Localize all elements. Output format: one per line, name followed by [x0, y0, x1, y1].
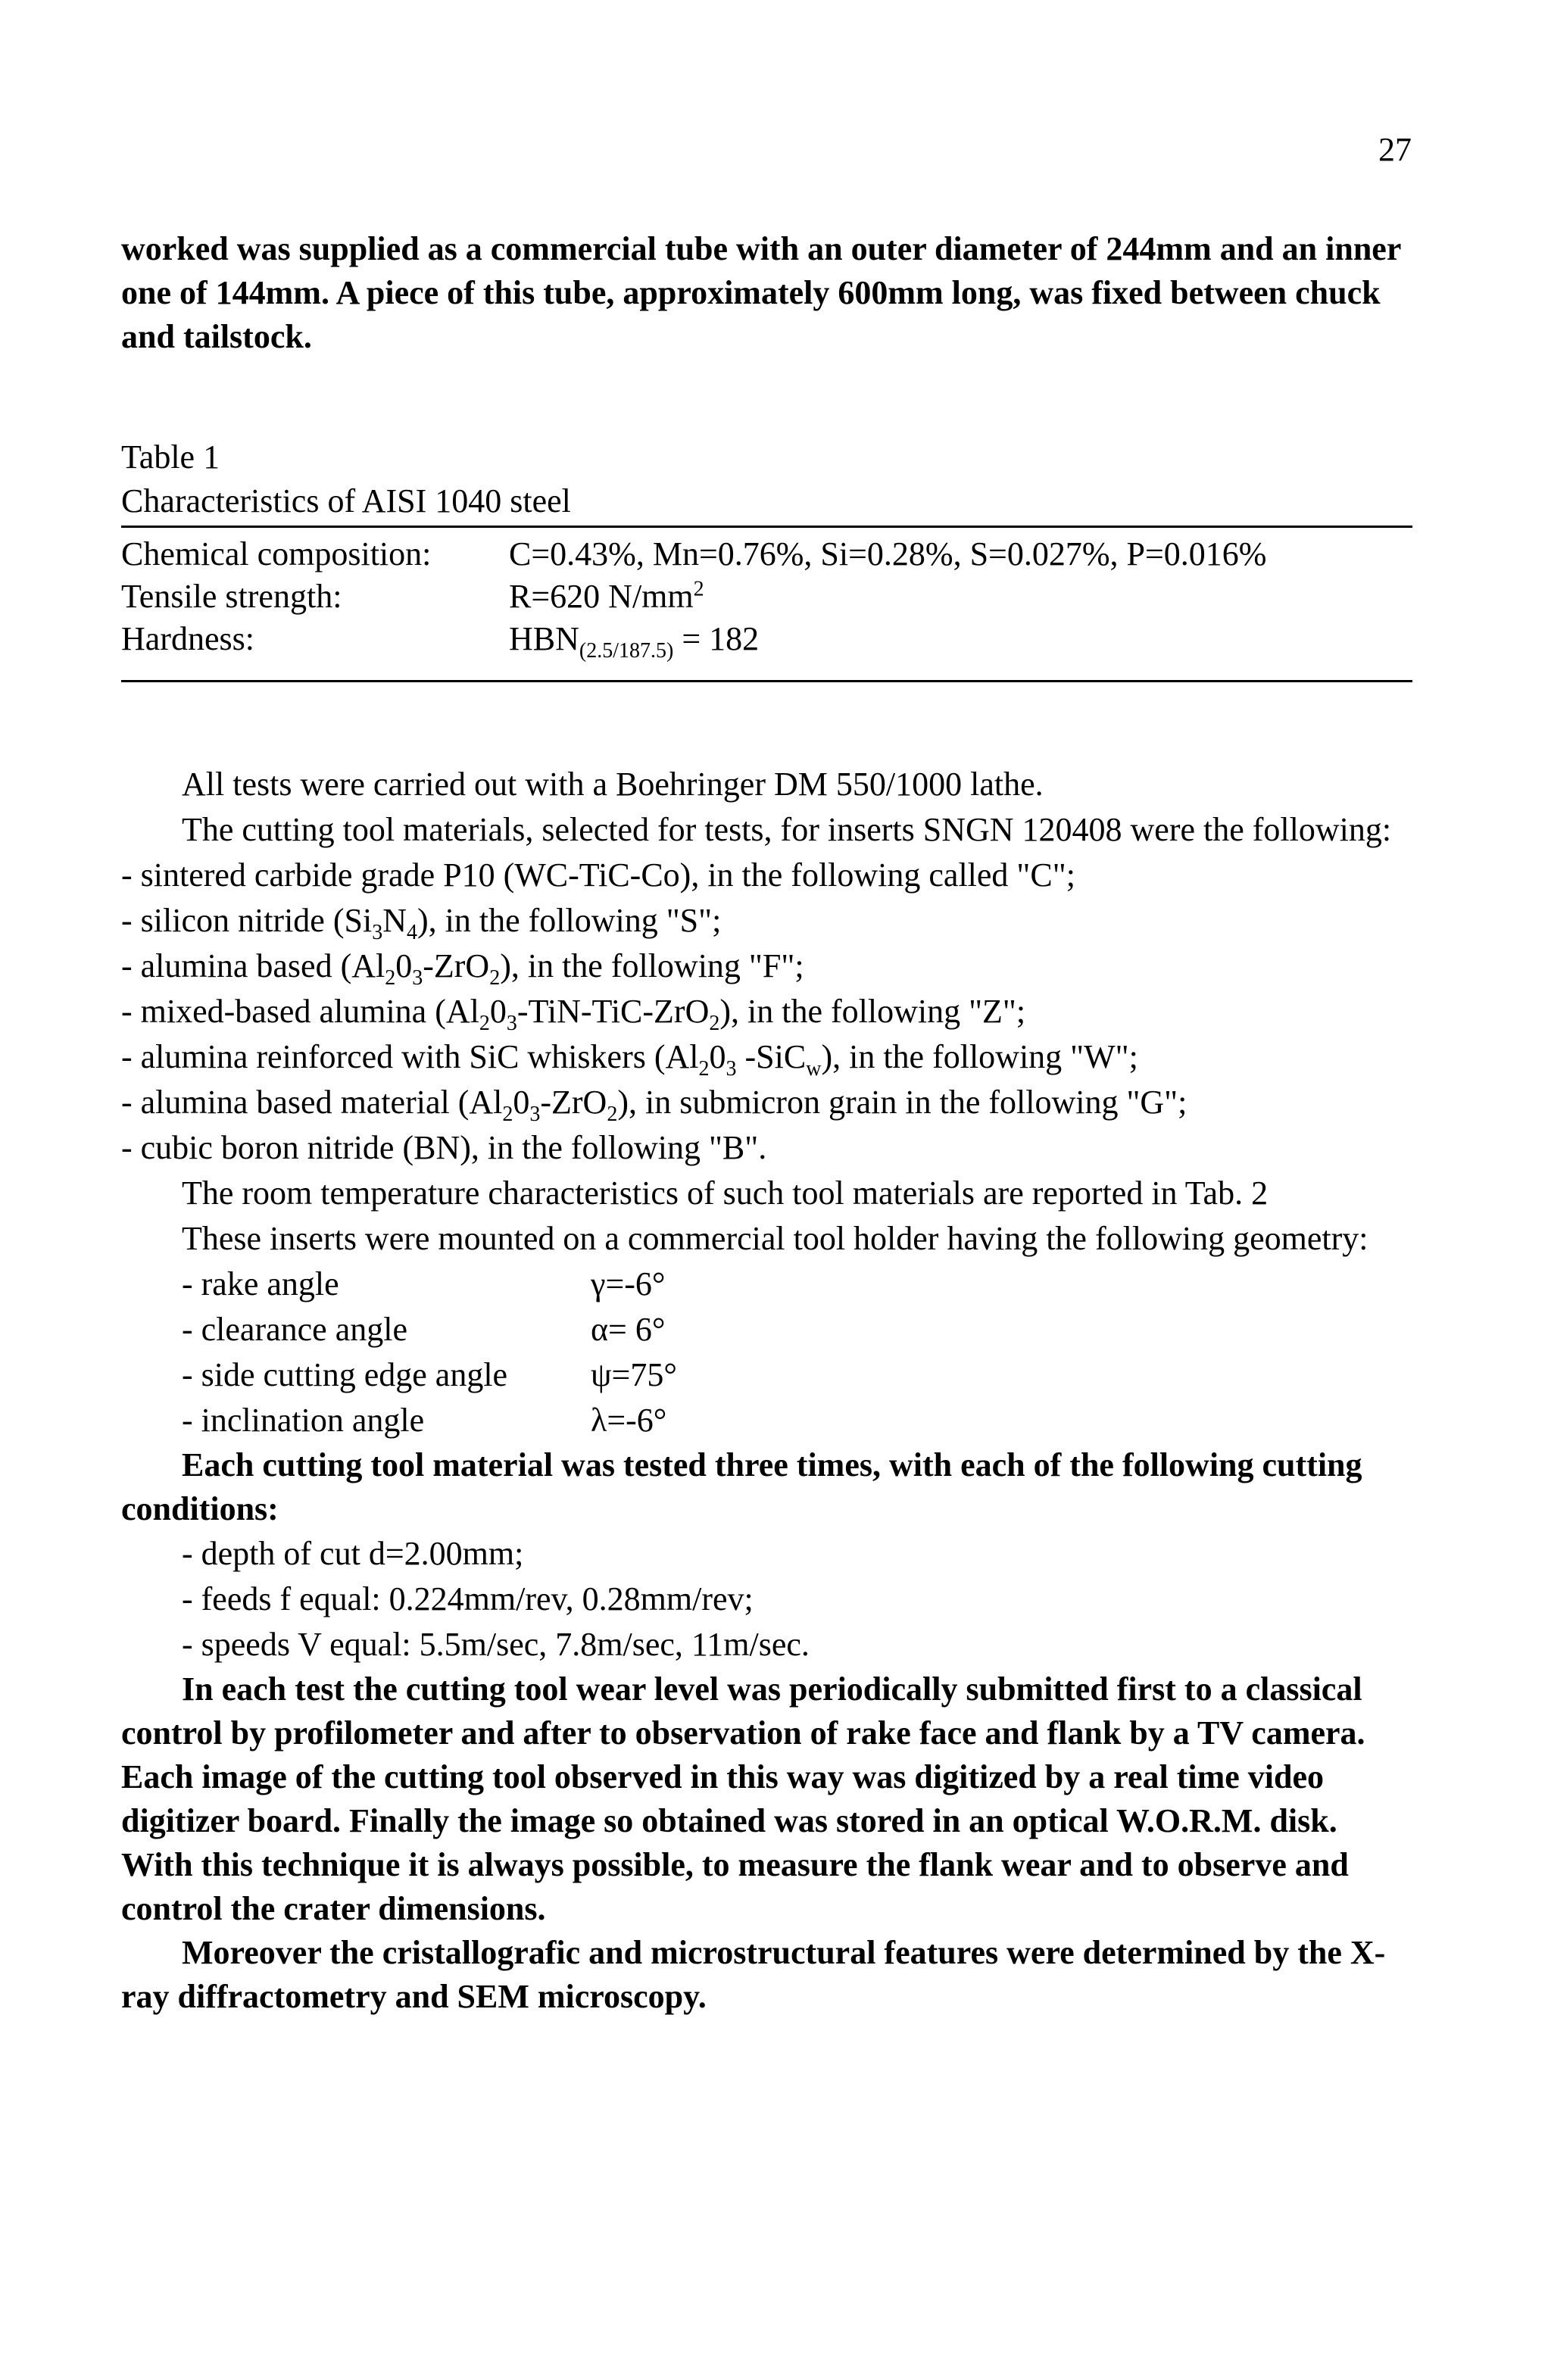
paragraph-conditions: Each cutting tool material was tested three times, with each of the following cutting conditions:	[121, 1446, 1362, 1527]
body-text	[121, 762, 1409, 2019]
geometry-row	[121, 1307, 1409, 1352]
geometry-row	[121, 1398, 1409, 1443]
hardness-value: HBN	[509, 620, 579, 657]
list-item: - mixed-based alumina $(Al_20_3-TiN-TiC-ZrO_2)$, in the following "Z";	[121, 993, 1026, 1035]
list-item: - cubic boron nitride (BN), in the following "B".	[121, 1129, 767, 1166]
geometry-value: λ=-6°	[591, 1402, 667, 1439]
paragraph-wear: In each test the cutting tool wear level was periodically submitted first to a classical control by profilometer and after to observation of rake face and flank by a TV camera. Each image of the cutting tool observed in this way was digitized by a real time video digitizer board. Finally the image so obtained was stored in an optical W.O.R.M. disk. With this technique it is always possible, to measure the flank wear and to observe and control the crater dimensions.	[121, 1670, 1365, 1927]
geometry-value: ψ=75°	[591, 1356, 677, 1393]
geometry-row	[121, 1352, 1409, 1398]
list-item: - alumina reinforced with SiC whiskers ($Al_20_3$ -SiC$_w$), in the following "W";	[121, 1038, 1138, 1081]
geometry-row	[121, 1262, 1409, 1307]
paragraph-materials: The cutting tool materials, selected for tests, for inserts SNGN 120408 were the following:	[182, 811, 1392, 848]
geometry-value: α= 6°	[591, 1311, 666, 1348]
list-item: - sintered carbide grade P10 (WC-TiC-Co), in the following called "C";	[121, 856, 1075, 894]
paragraph-room-temperature: The room temperature characteristics of such tool materials are reported in Tab. 2	[182, 1174, 1269, 1212]
list-item: - alumina based material $(Al_20_3-ZrO_2)$, in submicron grain in the following "G";	[121, 1084, 1187, 1126]
condition-item: - feeds f equal: 0.224mm/rev, 0.28mm/rev;	[182, 1580, 754, 1617]
tensile-superscript: 2	[693, 577, 704, 601]
table-row-label: Hardness:	[121, 620, 254, 657]
hardness-subscript: (2.5/187.5)	[579, 638, 674, 663]
tensile-value: R=620 N/mm	[509, 578, 694, 615]
geometry-label: - rake angle	[182, 1265, 339, 1302]
table-row-label: Chemical composition:	[121, 535, 432, 572]
geometry-value: γ=-6°	[591, 1265, 666, 1302]
list-item: - alumina based $(Al_20_3-ZrO_2)$, in the following "F";	[121, 947, 804, 990]
condition-item: - depth of cut d=2.00mm;	[182, 1535, 524, 1572]
table-row-value	[509, 576, 704, 618]
paragraph-inserts: These inserts were mounted on a commercial tool holder having the following geometry:	[182, 1220, 1368, 1257]
geometry-label: - inclination angle	[182, 1402, 425, 1439]
table-caption: Table 1	[121, 438, 220, 476]
page-number: 27	[1378, 131, 1412, 168]
geometry-label: - side cutting edge angle	[182, 1356, 508, 1393]
list-item: - silicon nitride $(Si_3N_4)$, in the following "S";	[121, 902, 722, 944]
geometry-label: - clearance angle	[182, 1311, 407, 1348]
condition-item: - speeds V equal: 5.5m/sec, 7.8m/sec, 11m/sec.	[182, 1626, 810, 1663]
hardness-result: = 182	[673, 620, 760, 657]
table-subtitle: Characteristics of AISI 1040 steel	[121, 482, 571, 519]
paragraph-lathe: All tests were carried out with a Boehringer DM 550/1000 lathe.	[182, 766, 1044, 803]
table-row-value	[509, 618, 760, 663]
table-top-rule	[121, 526, 1412, 528]
table-bottom-rule	[121, 680, 1412, 682]
paragraph-features: Moreover the cristallografic and microstructural features were determined by the X-ray diffractometry and SEM microscopy.	[121, 1934, 1386, 2015]
intro-paragraph: worked was supplied as a commercial tube with an outer diameter of 244mm and an inner one of 144mm. A piece of this tube, approximately 600mm long, was fixed between chuck and tailstock.	[121, 230, 1401, 355]
table-row-value: C=0.43%, Mn=0.76%, Si=0.28%, S=0.027%, P=0.016%	[509, 535, 1267, 572]
table-row-label: Tensile strength:	[121, 578, 342, 615]
